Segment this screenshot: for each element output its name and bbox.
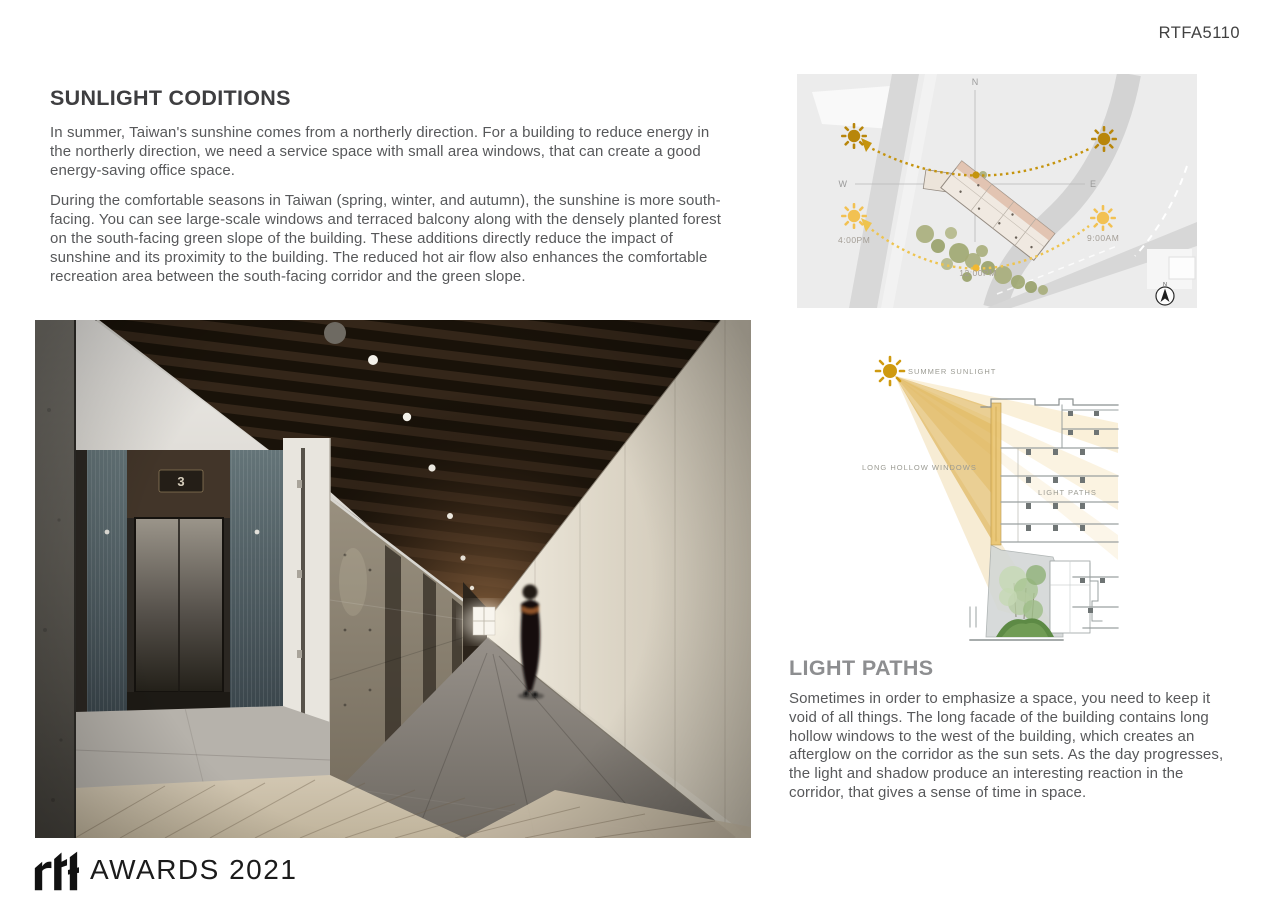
sun-icon-summer-west <box>841 123 867 149</box>
light-paths-paragraph: Sometimes in order to emphasize a space, you need to keep it void of all things. The long facade of the building contains long hollow windows to the west of the building, which creates an afterglow on the corridor as the sun sets. As the day progresses, the light and shadow produce an interesting reaction in the corridor, that gives a sense of time in space. <box>789 690 1224 801</box>
corridor-photo <box>35 320 751 838</box>
site-plan-figure <box>797 74 1197 308</box>
compass-west-label: W <box>838 179 847 189</box>
sunlight-conditions-heading: SUNLIGHT CODITIONS <box>50 86 291 110</box>
sun-icon-9am <box>1090 205 1116 231</box>
sunlight-paragraph-2: During the comfortable seasons in Taiwan (spring, winter, and autumn), the sunshine is more south-facing. You can see large-scale windows and terraced balcony along with the densely planted forest on the south-facing green slope of the building. These additions directly reduce the impact of sunshine and its proximity to the building. The reduced hot air flow also enhances the comfortable recreation area between the south-facing corridor and the green slope. <box>50 192 722 285</box>
rtf-logo-icon <box>33 849 79 891</box>
compass-north-label: N <box>971 77 979 87</box>
light-paths-diagram-label: LIGHT PATHS <box>1038 488 1097 497</box>
summer-sunlight-label: SUMMER SUNLIGHT <box>908 367 997 376</box>
awards-text: AWARDS 2021 <box>90 854 298 885</box>
time-label-9am: 9:00AM <box>1087 233 1120 243</box>
north-arrow-label: N <box>1163 282 1167 288</box>
submission-code: RTFA5110 <box>1158 24 1240 42</box>
sunlight-conditions-section <box>50 86 731 298</box>
footer-branding <box>33 849 297 891</box>
compass-east-label: E <box>1090 179 1097 189</box>
light-paths-section <box>789 656 1230 803</box>
section-diagram-figure <box>848 345 1160 645</box>
section-sun-icon <box>876 357 904 385</box>
sun-icon-summer-east <box>1091 126 1117 152</box>
sunlight-paragraph-1: In summer, Taiwan's sunshine comes from a northerly direction. For a building to reduce energy in the northerly direction, we need a service space with small area windows, that can create a good energy-saving office space. <box>50 124 710 179</box>
time-label-4pm: 4:00PM <box>838 235 871 245</box>
photo-vignette <box>35 320 751 838</box>
sun-icon-4pm <box>841 203 867 229</box>
long-hollow-windows-label: LONG HOLLOW WINDOWS <box>862 463 977 472</box>
time-label-12pm: 12:00PM <box>959 268 997 278</box>
light-paths-heading: LIGHT PATHS <box>789 656 934 680</box>
